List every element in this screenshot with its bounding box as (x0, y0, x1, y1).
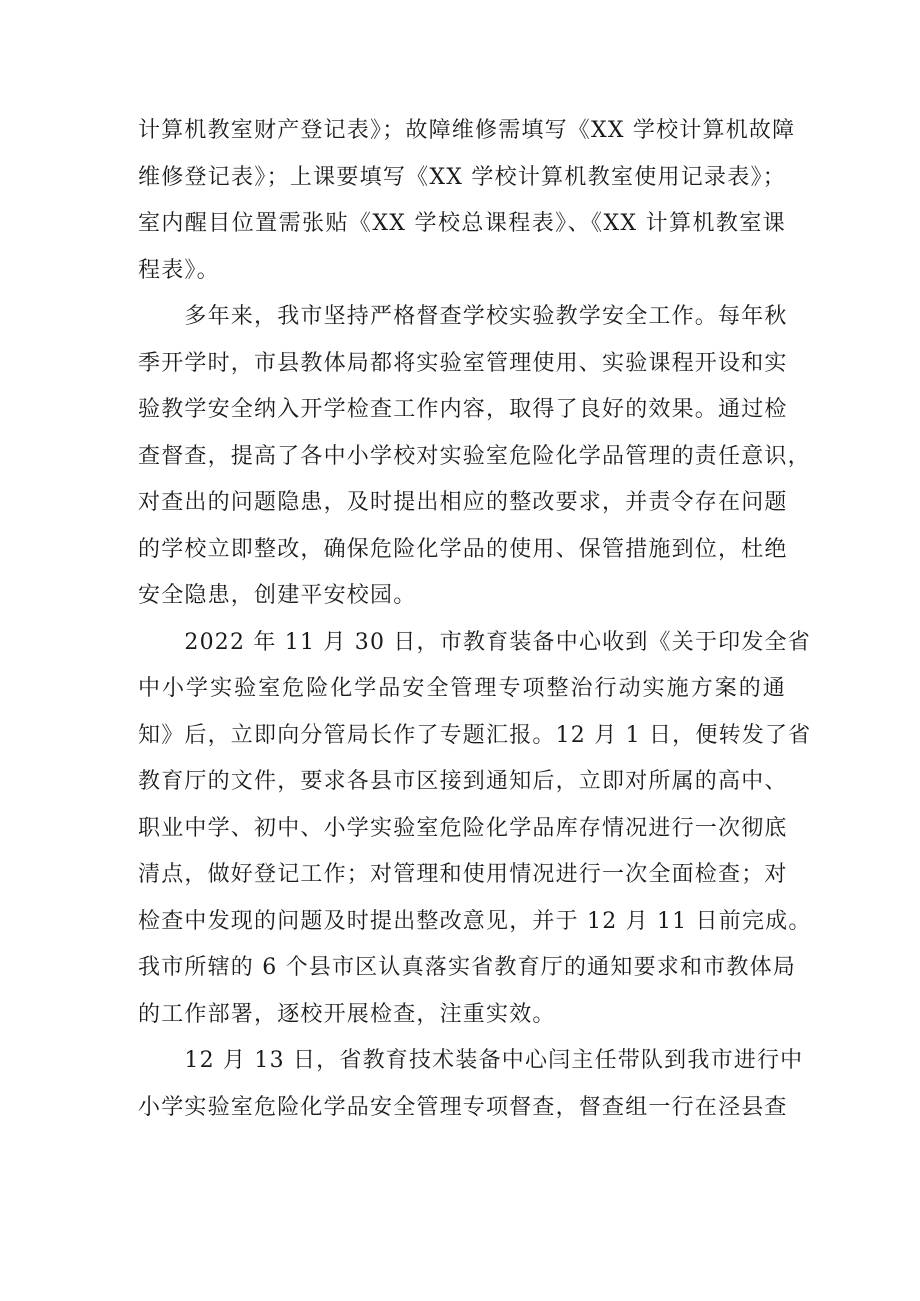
paragraph-4 (138, 1038, 804, 1131)
text-line: 对查出的问题隐患，及时提出相应的整改要求，并责令存在问题 (138, 490, 788, 515)
text-line: 验教学安全纳入开学检查工作内容，取得了良好的效果。通过检 (138, 397, 788, 422)
text-line: 我市所辖的 6 个县市区认真落实省教育厅的通知要求和市教体局 (138, 955, 796, 980)
paragraph-3 (138, 620, 812, 1039)
text-line: 小学实验室危险化学品安全管理专项督查，督查组一行在泾县查 (138, 1094, 788, 1120)
text-line: 2022 年 11 月 30 日，市教育装备中心收到《关于印发全省 (138, 629, 811, 655)
text-line: 清点，做好登记工作；对管理和使用情况进行一次全面检查；对 (138, 862, 788, 887)
text-line: 安全隐患，创建平安校园。 (138, 583, 417, 608)
text-line: 的学校立即整改，确保危险化学品的使用、保管措施到位，杜绝 (138, 536, 788, 562)
text-line: 12 月 13 日，省教育技术装备中心闫主任带队到我市进行中 (138, 1048, 804, 1073)
text-line: 的工作部署，逐校开展检查，注重实效。 (138, 1001, 556, 1027)
text-line: 程表》。 (138, 257, 220, 283)
text-line: 查督查，提高了各中小学校对实验室危险化学品管理的责任意识， (138, 443, 811, 469)
text-line: 知》后，立即向分管局长作了专题汇报。12 月 1 日，便转发了省 (138, 722, 812, 748)
text-line: 多年来，我市坚持严格督查学校实验教学安全工作。每年秋 (138, 304, 788, 329)
document-body (138, 108, 812, 1131)
text-line: 季开学时，市县教体局都将实验室管理使用、实验课程开设和实 (138, 350, 788, 376)
text-line: 维修登记表》；上课要填写《XX 学校计算机教室使用记录表》； (138, 164, 786, 190)
text-line: 教育厅的文件，要求各县市区接到通知后，立即对所属的高中、 (138, 769, 788, 794)
text-line: 计算机教室财产登记表》；故障维修需填写《XX 学校计算机故障 (138, 118, 796, 143)
paragraph-1 (138, 108, 796, 294)
paragraph-2 (138, 294, 811, 620)
text-line: 中小学实验室危险化学品安全管理专项整治行动实施方案的通 (138, 676, 786, 701)
text-line: 职业中学、初中、小学实验室危险化学品库存情况进行一次彻底 (138, 815, 788, 841)
text-line: 室内醒目位置需张贴《XX 学校总课程表》、《XX 计算机教室课 (138, 211, 786, 236)
text-line: 检查中发现的问题及时提出整改意见，并于 12 月 11 日前完成。 (138, 908, 812, 934)
